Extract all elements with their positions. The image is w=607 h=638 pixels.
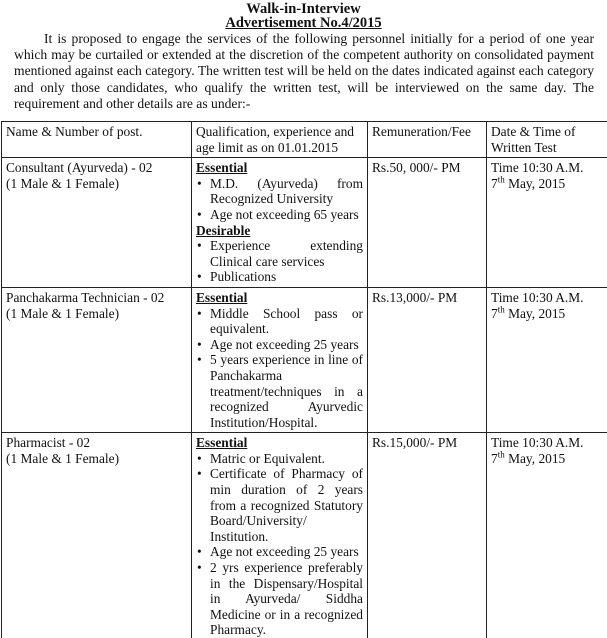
test-date-cell (487, 158, 607, 288)
column-header-test-date: Date & Time of Written Test (487, 122, 607, 158)
post-name: Consultant (Ayurveda) - 02 (6, 160, 153, 176)
post-split: (1 Male & 1 Female) (6, 450, 120, 466)
essential-list (196, 451, 363, 638)
column-header-remuneration: Remuneration/Fee (368, 122, 487, 158)
remuneration-cell: Rs.15,000/- PM (368, 433, 487, 638)
list-item: • Age not exceeding 25 years (210, 337, 363, 353)
table-header-row (2, 122, 607, 158)
list-item: • 5 years experience in line of Panchakarma treatment/techniques in a recognized Ayurvedic Institution/Hospital. (210, 352, 363, 430)
list-item: • Age not exceeding 65 years (210, 207, 363, 223)
essential-label: Essential (196, 289, 248, 305)
essential-list (196, 306, 363, 431)
remuneration-cell: Rs.13,000/- PM (368, 287, 487, 432)
desirable-list (196, 238, 363, 285)
list-item: • Experience extending Clinical care services (210, 238, 363, 269)
list-item: • M.D. (Ayurveda) from Recognized University (210, 176, 363, 207)
test-date: 7th May, 2015 (491, 174, 566, 191)
essential-label: Essential (196, 435, 248, 451)
test-time: Time 10:30 A.M. (491, 435, 584, 451)
qualification-cell (192, 433, 368, 638)
advertisement-number: Advertisement No.4/2015 (225, 15, 382, 31)
post-cell (2, 158, 192, 288)
remuneration-cell: Rs.50, 000/- PM (368, 158, 487, 288)
table-row (2, 287, 607, 432)
list-item: • Publications (210, 269, 363, 285)
intro-paragraph: It is proposed to engage the services of the following personnel initially for a period of one year which may be curtailed or extended at the discretion of the competent authority on consolidated payment mentioned against each category. The written test will be held on the dates indicated against each category and only those candidates, who qualify the written test, will be interviewed on the same day. The requirement and other details are as under:- (14, 31, 594, 111)
posts-table (1, 121, 607, 638)
table-row (2, 158, 607, 288)
test-time: Time 10:30 A.M. (491, 160, 584, 176)
column-header-post: Name & Number of post. (2, 122, 192, 158)
post-name: Panchakarma Technician - 02 (6, 289, 165, 305)
qualification-cell (192, 158, 368, 288)
essential-label: Essential (196, 160, 248, 176)
post-cell (2, 433, 192, 638)
post-split: (1 Male & 1 Female) (6, 305, 120, 321)
list-item: • Middle School pass or equivalent. (210, 306, 363, 337)
test-date-cell (487, 287, 607, 432)
post-cell (2, 287, 192, 432)
list-item: • Matric or Equivalent. (210, 451, 363, 467)
test-date: 7th May, 2015 (491, 304, 566, 321)
desirable-label: Desirable (196, 222, 251, 238)
test-date: 7th May, 2015 (491, 449, 566, 466)
post-name: Pharmacist - 02 (6, 435, 91, 451)
essential-list (196, 176, 363, 223)
test-date-cell (487, 433, 607, 638)
page-title: Walk-in-Interview (246, 1, 361, 17)
qualification-cell (192, 287, 368, 432)
table-row (2, 433, 607, 638)
post-split: (1 Male & 1 Female) (6, 175, 120, 191)
column-header-qualification: Qualification, experience and age limit as on 01.01.2015 (192, 122, 368, 158)
test-time: Time 10:30 A.M. (491, 289, 584, 305)
list-item: • Certificate of Pharmacy of min duration of 2 years from a recognized Statutory Board/University/ Institution. (210, 466, 363, 544)
list-item: • 2 yrs experience preferably in the Dispensary/Hospital in Ayurveda/ Siddha Medicine or in a recognized Pharmacy. (210, 560, 363, 638)
list-item: • Age not exceeding 25 years (210, 544, 363, 560)
